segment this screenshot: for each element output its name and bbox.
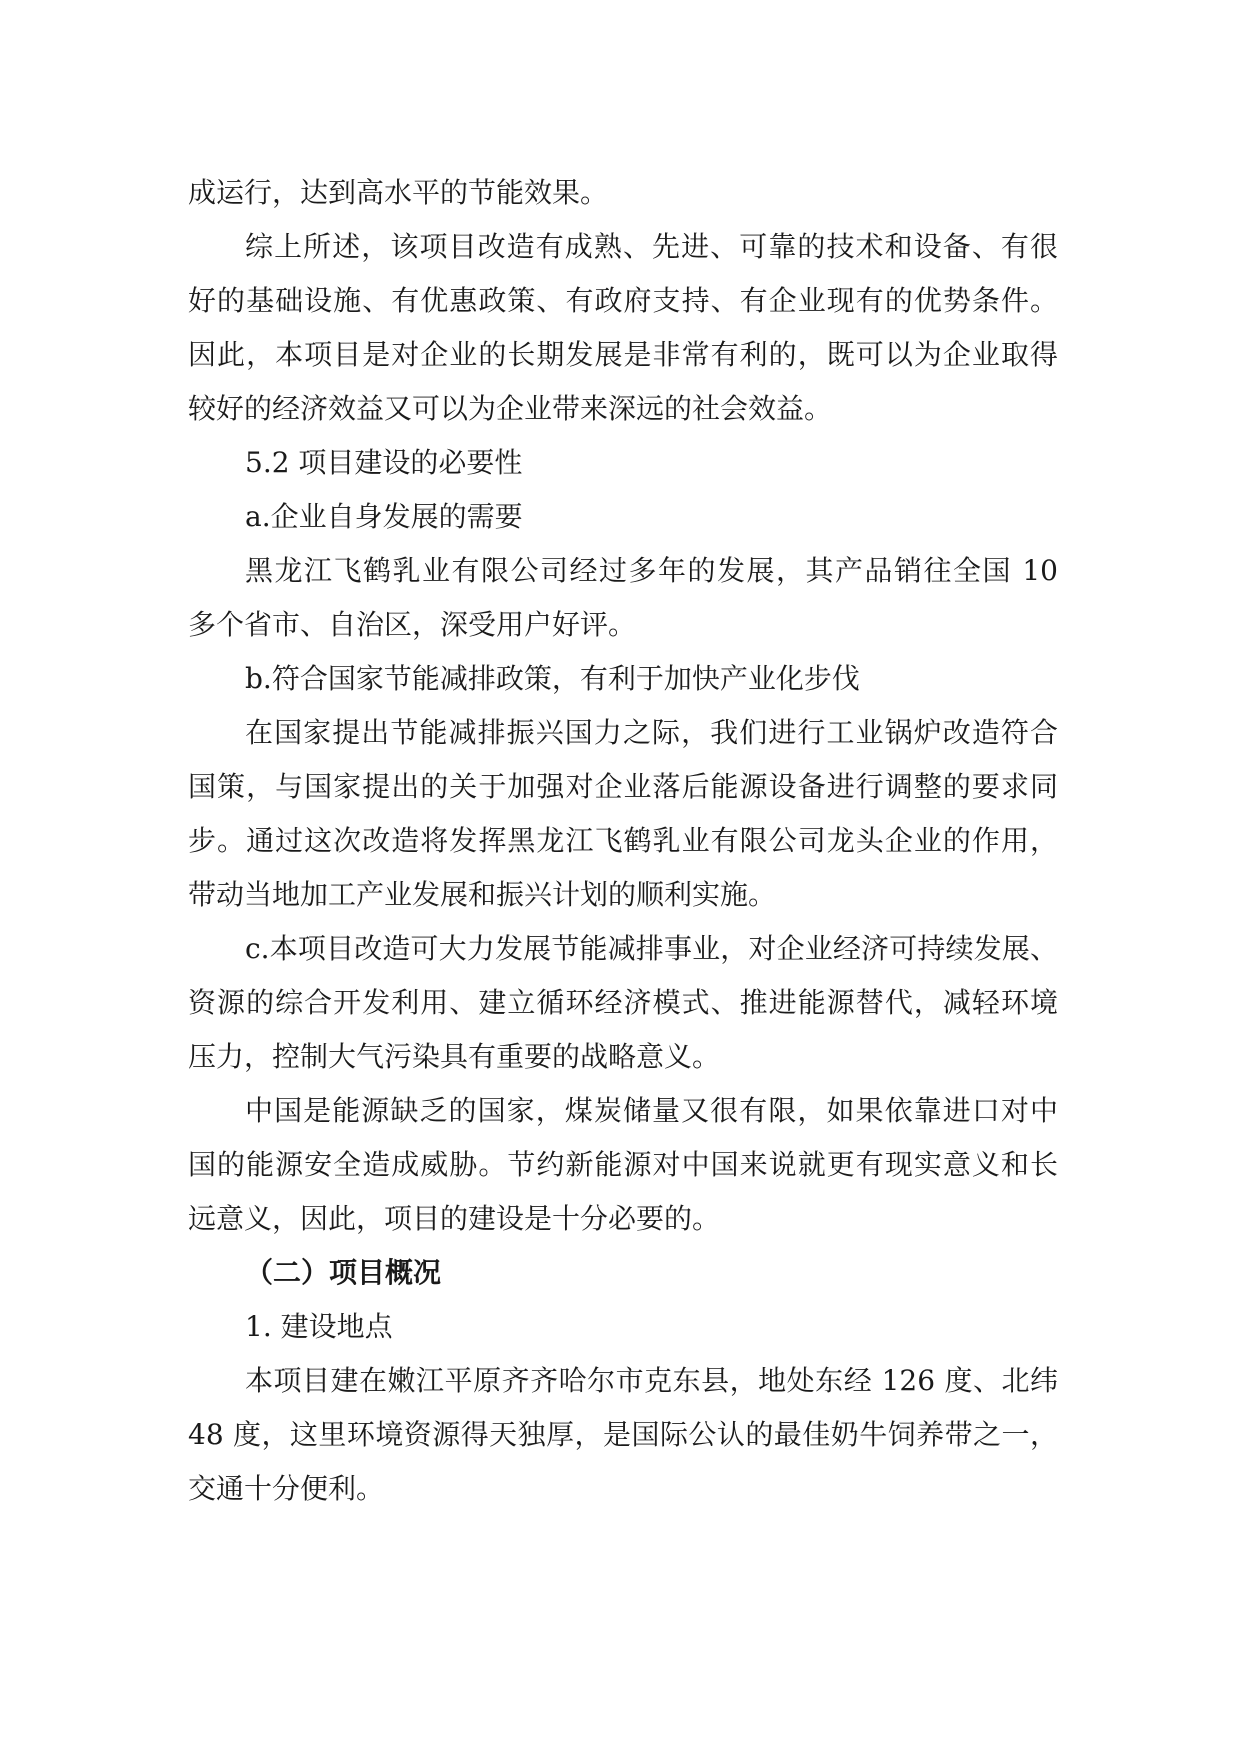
document-body	[188, 166, 1058, 1516]
body-text-line: 远意义，因此，项目的建设是十分必要的。	[188, 1202, 721, 1235]
body-text-line: 带动当地加工产业发展和振兴计划的顺利实施。	[188, 878, 777, 911]
body-text-line: 国策，与国家提出的关于加强对企业落后能源设备进行调整的要求同	[188, 770, 1058, 803]
body-text-line: 压力，控制大气污染具有重要的战略意义。	[188, 1040, 721, 1073]
section-heading: 5.2 项目建设的必要性	[245, 446, 523, 479]
body-text-line: 综上所述，该项目改造有成熟、先进、可靠的技术和设备、有很	[245, 230, 1058, 263]
body-text-line: 步。通过这次改造将发挥黑龙江飞鹤乳业有限公司龙头企业的作用，	[188, 824, 1058, 857]
body-text-line: c.本项目改造可大力发展节能减排事业，对企业经济可持续发展、	[245, 932, 1058, 965]
body-text-line: 因此，本项目是对企业的长期发展是非常有利的，既可以为企业取得	[188, 338, 1058, 371]
subsection-heading: b.符合国家节能减排政策，有利于加快产业化步伐	[245, 662, 860, 695]
body-text-line: 在国家提出节能减排振兴国力之际，我们进行工业锅炉改造符合	[245, 716, 1058, 749]
body-text-line: 好的基础设施、有优惠政策、有政府支持、有企业现有的优势条件。	[188, 284, 1058, 317]
body-text-line: 成运行，达到高水平的节能效果。	[188, 176, 609, 209]
subsection-heading: 1. 建设地点	[245, 1310, 393, 1343]
body-text-line: 资源的综合开发利用、建立循环经济模式、推进能源替代，减轻环境	[188, 986, 1058, 1019]
body-text-line: 交通十分便利。	[188, 1472, 385, 1505]
body-text-line: 本项目建在嫩江平原齐齐哈尔市克东县，地处东经 126 度、北纬	[245, 1364, 1058, 1397]
body-text-line: 中国是能源缺乏的国家，煤炭储量又很有限，如果依靠进口对中	[245, 1094, 1058, 1127]
body-text-line: 多个省市、自治区，深受用户好评。	[188, 608, 637, 641]
body-text-line: 48 度，这里环境资源得天独厚，是国际公认的最佳奶牛饲养带之一，	[188, 1418, 1058, 1451]
body-text-line: 黑龙江飞鹤乳业有限公司经过多年的发展，其产品销往全国 10	[245, 554, 1058, 587]
body-text-line: 国的能源安全造成威胁。节约新能源对中国来说就更有现实意义和长	[188, 1148, 1058, 1181]
chapter-heading: （二）项目概况	[245, 1256, 442, 1289]
subsection-heading: a.企业自身发展的需要	[245, 500, 523, 533]
body-text-line: 较好的经济效益又可以为企业带来深远的社会效益。	[188, 392, 833, 425]
